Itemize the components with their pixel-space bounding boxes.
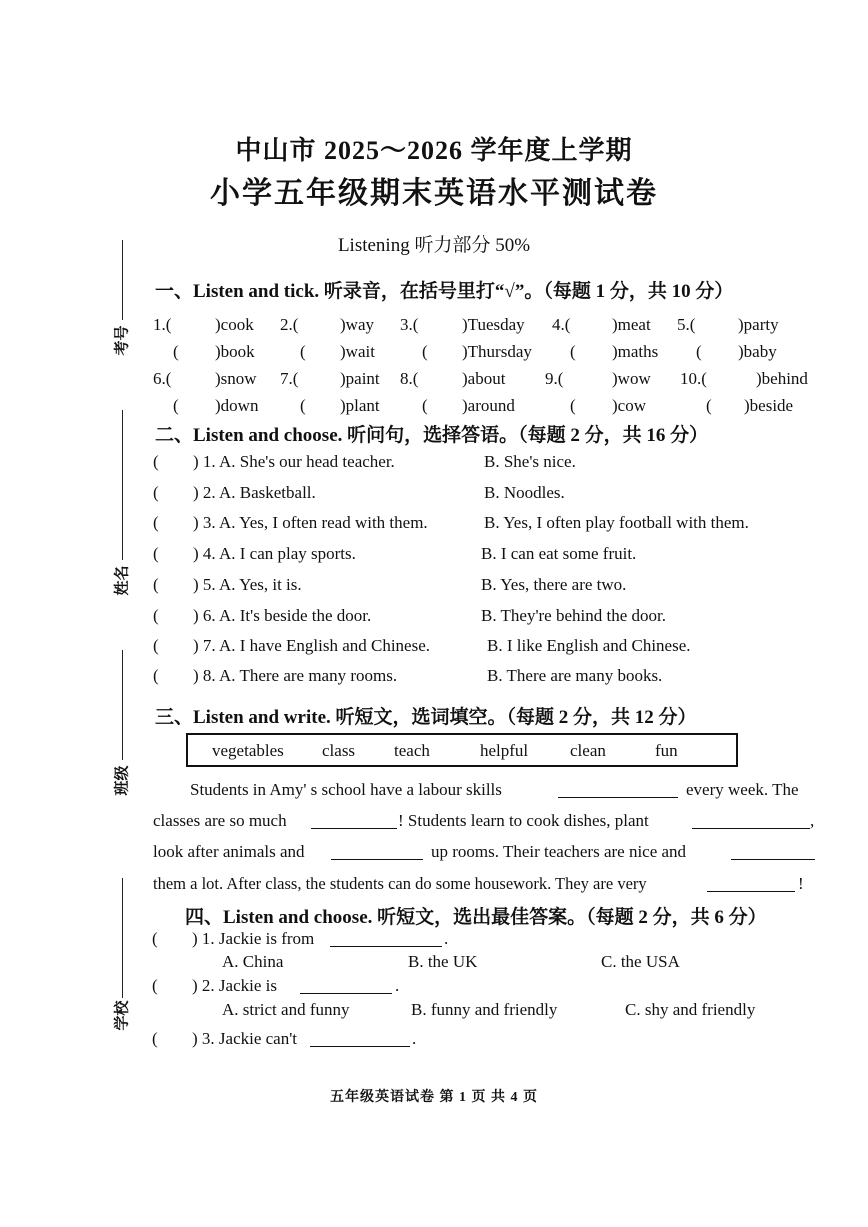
passage-text: Students in Amy' s school have a labour skills [190, 780, 502, 799]
word-option: )cow [612, 396, 646, 415]
answer-paren: ( [153, 606, 159, 625]
answer-paren: ( [153, 452, 159, 471]
word-option: )snow [215, 369, 257, 388]
option-c: C. shy and friendly [625, 1000, 756, 1019]
side-label-name: 姓名 [114, 565, 131, 596]
word-option: )book [215, 342, 255, 361]
word-bank-item: clean [570, 741, 606, 760]
listening-heading: Listening 听力部分 50% [337, 235, 531, 256]
paren-open: ( [173, 396, 179, 415]
answer-paren: ( [152, 929, 158, 948]
word-option: )behind [756, 369, 808, 388]
passage-text: ! Students learn to cook dishes, plant [398, 811, 649, 830]
paren-open: ( [706, 396, 712, 415]
paren-open: 4.( [552, 315, 571, 334]
word-bank-item: class [322, 741, 356, 760]
option-a: ) 7. A. I have English and Chinese. [193, 636, 431, 655]
option-a: A. China [222, 952, 284, 971]
paren-open: ( [300, 342, 306, 361]
margin-line [122, 878, 123, 998]
margin-line [122, 650, 123, 760]
option-c: C. the USA [601, 952, 680, 971]
section1-heading: 一、Listen and tick. 听录音，在括号里打“√”。（每题 1 分，共 10 分） [155, 281, 734, 302]
margin-line [122, 240, 123, 320]
question-text: ) 2. Jackie is [192, 976, 277, 995]
page-footer: 五年级英语试卷 第 1 页 共 4 页 [330, 1090, 538, 1105]
answer-blank[interactable] [731, 845, 815, 860]
answer-blank[interactable] [692, 814, 810, 829]
word-option: )wow [612, 369, 651, 388]
side-label-school: 学校 [114, 1000, 131, 1031]
word-bank-item: teach [394, 741, 430, 760]
question-end: . [412, 1029, 417, 1048]
question-text: ) 3. Jackie can't [192, 1029, 298, 1048]
word-option: )paint [340, 369, 380, 388]
passage-text: every week. The [686, 780, 799, 799]
option-a: ) 2. A. Basketball. [193, 483, 316, 502]
paren-open: ( [422, 396, 428, 415]
paren-open: 10.( [680, 369, 707, 388]
option-b: B. I can eat some fruit. [481, 544, 637, 563]
paren-open: 2.( [280, 315, 299, 334]
word-bank-item: fun [655, 741, 678, 760]
word-option: )beside [744, 396, 794, 415]
paren-open: ( [696, 342, 702, 361]
answer-paren: ( [153, 513, 159, 532]
answer-paren: ( [153, 575, 159, 594]
option-a: ) 5. A. Yes, it is. [193, 575, 302, 594]
answer-paren: ( [153, 544, 159, 563]
paren-open: ( [300, 396, 306, 415]
passage-text: up rooms. Their teachers are nice and [431, 842, 687, 861]
section4-heading: 四、Listen and choose. 听短文，选出最佳答案。（每题 2 分，共 6 分） [185, 907, 767, 928]
option-a: ) 4. A. I can play sports. [193, 544, 356, 563]
answer-paren: ( [152, 1029, 158, 1048]
paren-open: 1.( [153, 315, 172, 334]
answer-blank[interactable] [310, 1032, 410, 1047]
word-option: )wait [340, 342, 375, 361]
answer-blank[interactable] [300, 979, 392, 994]
word-option: )plant [340, 396, 380, 415]
word-bank-item: helpful [480, 741, 529, 760]
option-b: B. Yes, there are two. [481, 575, 627, 594]
option-b: B. They're behind the door. [481, 606, 666, 625]
paren-open: 8.( [400, 369, 419, 388]
paren-open: ( [422, 342, 428, 361]
answer-blank[interactable] [707, 877, 795, 892]
passage-text: look after animals and [153, 842, 305, 861]
paren-open: 6.( [153, 369, 172, 388]
word-option: )around [462, 396, 515, 415]
question-end: . [444, 929, 449, 948]
word-option: )maths [612, 342, 659, 361]
paren-open: 5.( [677, 315, 696, 334]
paren-open: 3.( [400, 315, 419, 334]
word-option: )down [215, 396, 259, 415]
word-option: )meat [612, 315, 651, 334]
option-a: ) 6. A. It's beside the door. [193, 606, 372, 625]
paren-open: ( [173, 342, 179, 361]
word-option: )cook [215, 315, 254, 334]
word-bank-item: vegetables [212, 741, 284, 760]
option-b: B. I like English and Chinese. [487, 636, 691, 655]
option-b: B. There are many books. [487, 666, 663, 685]
option-b: B. the UK [408, 952, 478, 971]
paren-open: 7.( [280, 369, 299, 388]
answer-blank[interactable] [558, 783, 678, 798]
paren-open: ( [570, 342, 576, 361]
word-option: )way [340, 315, 374, 334]
word-option: )party [738, 315, 779, 334]
passage-text: classes are so much [153, 811, 287, 830]
word-option: )baby [738, 342, 777, 361]
option-b: B. She's nice. [484, 452, 576, 471]
option-b: B. Yes, I often play football with them. [484, 513, 749, 532]
option-a: A. strict and funny [222, 1000, 350, 1019]
section2-heading: 二、Listen and choose. 听问句，选择答语。（每题 2 分，共 16 分） [155, 425, 709, 446]
section3-heading: 三、Listen and write. 听短文，选词填空。（每题 2 分，共 12 分） [155, 707, 697, 728]
margin-line [122, 410, 123, 560]
answer-paren: ( [152, 976, 158, 995]
answer-blank[interactable] [331, 845, 423, 860]
answer-blank[interactable] [330, 932, 442, 947]
paren-open: ( [570, 396, 576, 415]
answer-blank[interactable] [311, 814, 397, 829]
side-label-class: 班级 [114, 765, 131, 796]
question-end: . [395, 976, 400, 995]
option-a: ) 8. A. There are many rooms. [193, 666, 398, 685]
option-b: B. funny and friendly [411, 1000, 558, 1019]
option-a: ) 1. A. She's our head teacher. [193, 452, 395, 471]
exam-title-line1: 中山市 2025～2026 学年度上学期 [235, 136, 633, 165]
word-option: )about [462, 369, 506, 388]
passage-text: them a lot. After class, the students can do some housework. They are very [153, 874, 647, 893]
word-option: )Thursday [462, 342, 532, 361]
word-option: )Tuesday [462, 315, 525, 334]
paren-open: 9.( [545, 369, 564, 388]
side-label-exam-number: 考号 [114, 325, 131, 356]
answer-paren: ( [153, 636, 159, 655]
passage-text: ! [798, 874, 804, 893]
answer-paren: ( [153, 666, 159, 685]
question-text: ) 1. Jackie is from [192, 929, 315, 948]
exam-title-line2: 小学五年级期末英语水平测试卷 [210, 177, 658, 210]
passage-text: , [810, 811, 815, 830]
option-b: B. Noodles. [484, 483, 565, 502]
option-a: ) 3. A. Yes, I often read with them. [193, 513, 428, 532]
answer-paren: ( [153, 483, 159, 502]
